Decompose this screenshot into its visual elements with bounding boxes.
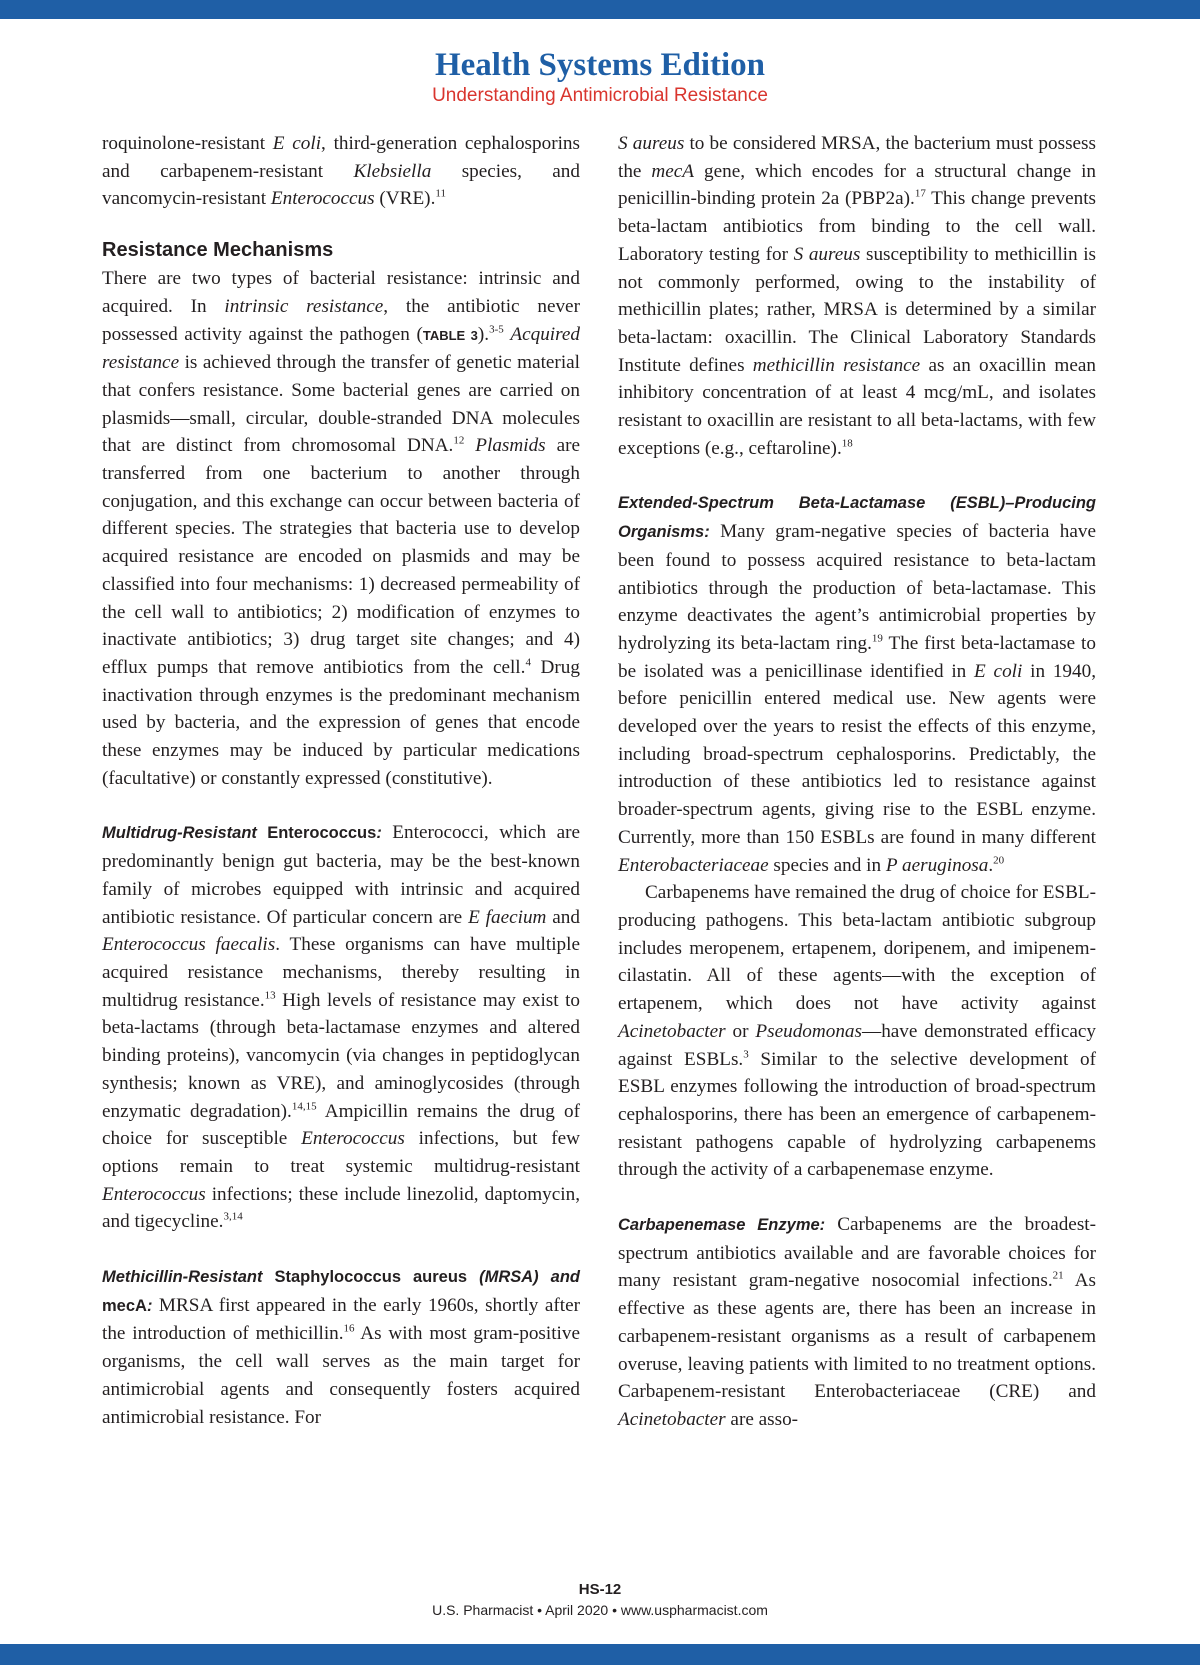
intro-paragraph: roquinolone-resistant E coli, third-generation cephalosporins and carbapenem-resistant Klebsiella species, and vancomycin-resistant Enterococcus (VRE).$^{11}$ (102, 133, 580, 210)
carbapenemase-paragraph: Carbapenemase Enzyme: Carbapenems are the broadest-spectrum antibiotics available and are favorable choices for many resistant gram-negative nosocomial infections.$^{21}$ As effective as these agents are, there has been an increase in carbapenem-resistant organisms as a result of carbapenem overuse, leaving patients with limited to no treatment options. Carbapenem-resistant Enterobacteriaceae (CRE) and Acinetobacter are asso- (618, 1214, 1097, 1430)
section-heading-resistance-mechanisms: Resistance Mechanisms (102, 239, 334, 262)
page-number: HS-12 (578, 1581, 622, 1598)
vre-run-in-heading: Multidrug-Resistant Enterococcus: (102, 824, 382, 843)
carbapenemase-run-in-heading: Carbapenemase Enzyme: (618, 1216, 826, 1235)
article-title: Understanding Antimicrobial Resistance (432, 85, 768, 106)
vre-paragraph: Multidrug-Resistant Enterococcus: Enterococci, which are predominantly benign gut bacteria, may be the best-known family of microbes equipped with intrinsic and acquired antibiotic resistance. Of particular concern are E faecium and Enterococcus faecalis. These organisms can have multiple acquired resistance mechanisms, thereby resulting in multidrug resistance.$^{13}$ High levels of resistance may exist to beta-lactams (through beta-lactamase enzymes and altered binding proteins), vancomycin (via changes in peptidoglycan synthesis; known as VRE), and aminoglycosides (through enzymatic degradation).$^{14,15}$ Ampicillin remains the drug of choice for susceptible Enterococcus infections, but few options remain to treat systemic multidrug-resistant Enterococcus infections; these include linezolid, daptomycin, and tigecycline.$^{3,14}$ (102, 822, 580, 1233)
edition-title: Health Systems Edition (434, 47, 766, 83)
mechanisms-paragraph: There are two types of bacterial resistance: intrinsic and acquired. In intrinsic resistance, the antibiotic never possessed activity against the pathogen (TABLE 3).$^{3-5}$ Acquired resistance is achieved through the transfer of genetic material that confers resistance. Some bacterial genes are carried on plasmids—small, circular, double-stranded DNA molecules that are distinct from chromosomal DNA.$^{12}$ Plasmids are transferred from one bacterium to another through conjugation, and this exchange can occur between bacteria of different species. The strategies that bacteria use to develop acquired resistance are encoded on plasmids and may be classified into four mechanisms: 1) decreased permeability of the cell wall to antibiotics; 2) modification of enzymes to inactivate antibiotics; 3) drug target site changes; and 4) efflux pumps that remove antibiotics from the cell.$^4$ Drug inactivation through enzymes is the predominant mechanism used by bacteria, and the expression of genes that encode these enzymes may be induced by particular medications (facultative) or constantly expressed (constitutive). (102, 268, 580, 789)
table-3-reference[interactable]: TABLE 3 (422, 327, 478, 343)
esbl-run-in-heading: Extended-Spectrum Beta-Lactamase (ESBL)–Producing Organisms: (618, 494, 1096, 542)
mrsa-run-in-heading: Methicillin-Resistant Staphylococcus aureus (MRSA) and mecA: (102, 1268, 581, 1315)
carbapenem-paragraph: Carbapenems have remained the drug of choice for ESBL-producing pathogens. This beta-lactam antibiotic subgroup includes meropenem, ertapenem, doripenem, and imipenem-cilastatin. All of these agents—with the exception of ertapenem, which does not have activity against Acinetobacter or Pseudomonas—have demonstrated efficacy against ESBLs.$^3$ Similar to the selective development of ESBL enzymes following the introduction of broad-spectrum cephalosporins, there has been an emergence of carbapenem-resistant pathogens capable of hydrolyzing carbapenems through the activity of a carbapenemase enzyme. (618, 882, 1096, 1181)
top-color-bar (0, 0, 1200, 19)
esbl-paragraph: Extended-Spectrum Beta-Lactamase (ESBL)–Producing Organisms: Many gram-negative species of bacteria have been found to possess acquired resistance to beta-lactam antibiotics through the production of beta-lactamase. This enzyme deactivates the agent’s antimicrobial properties by hydrolyzing its beta-lactam ring.$^{19}$ The first beta-lactamase to be isolated was a penicillinase identified in E coli in 1940, before penicillin entered medical use. New agents were developed over the years to resist the effects of this enzyme, including broad-spectrum cephalosporins. Predictably, the introduction of these antibiotics led to resistance against broader-spectrum agents, giving rise to the ESBL enzyme. Currently, more than 150 ESBLs are found in many different Enterobacteriaceae species and in P aeruginosa.$^{20}$ (618, 494, 1096, 876)
bottom-color-bar (0, 1644, 1200, 1665)
footer-publication: U.S. Pharmacist • April 2020 • www.uspharmacist.com (432, 1602, 768, 1618)
mrsa-continued-paragraph: S aureus to be considered MRSA, the bacterium must possess the mecA gene, which encodes for a structural change in penicillin-binding protein 2a (PBP2a).$^{17}$ This change prevents beta-lactam antibiotics from binding to the cell wall. Laboratory testing for S aureus susceptibility to methicillin is not commonly performed, owing to the instability of methicillin plates; rather, MRSA is determined by a similar beta-lactam: oxacillin. The Clinical Laboratory Standards Institute defines methicillin resistance as an oxacillin mean inhibitory concentration of at least 4 mcg/mL, and isolates resistant to oxacillin are resistant to all beta-lactams, with few exceptions (e.g., ceftaroline).$^{18}$ (618, 133, 1096, 459)
right-column (618, 130, 1096, 1434)
mrsa-paragraph: Methicillin-Resistant Staphylococcus aureus (MRSA) and mecA: MRSA first appeared in the early 1960s, shortly after the introduction of methicillin.$^{16}$ As with most gram-positive organisms, the cell wall serves as the main target for antimicrobial agents and consequently fosters acquired antimicrobial resistance. For (102, 1268, 581, 1428)
left-column (102, 130, 580, 1431)
